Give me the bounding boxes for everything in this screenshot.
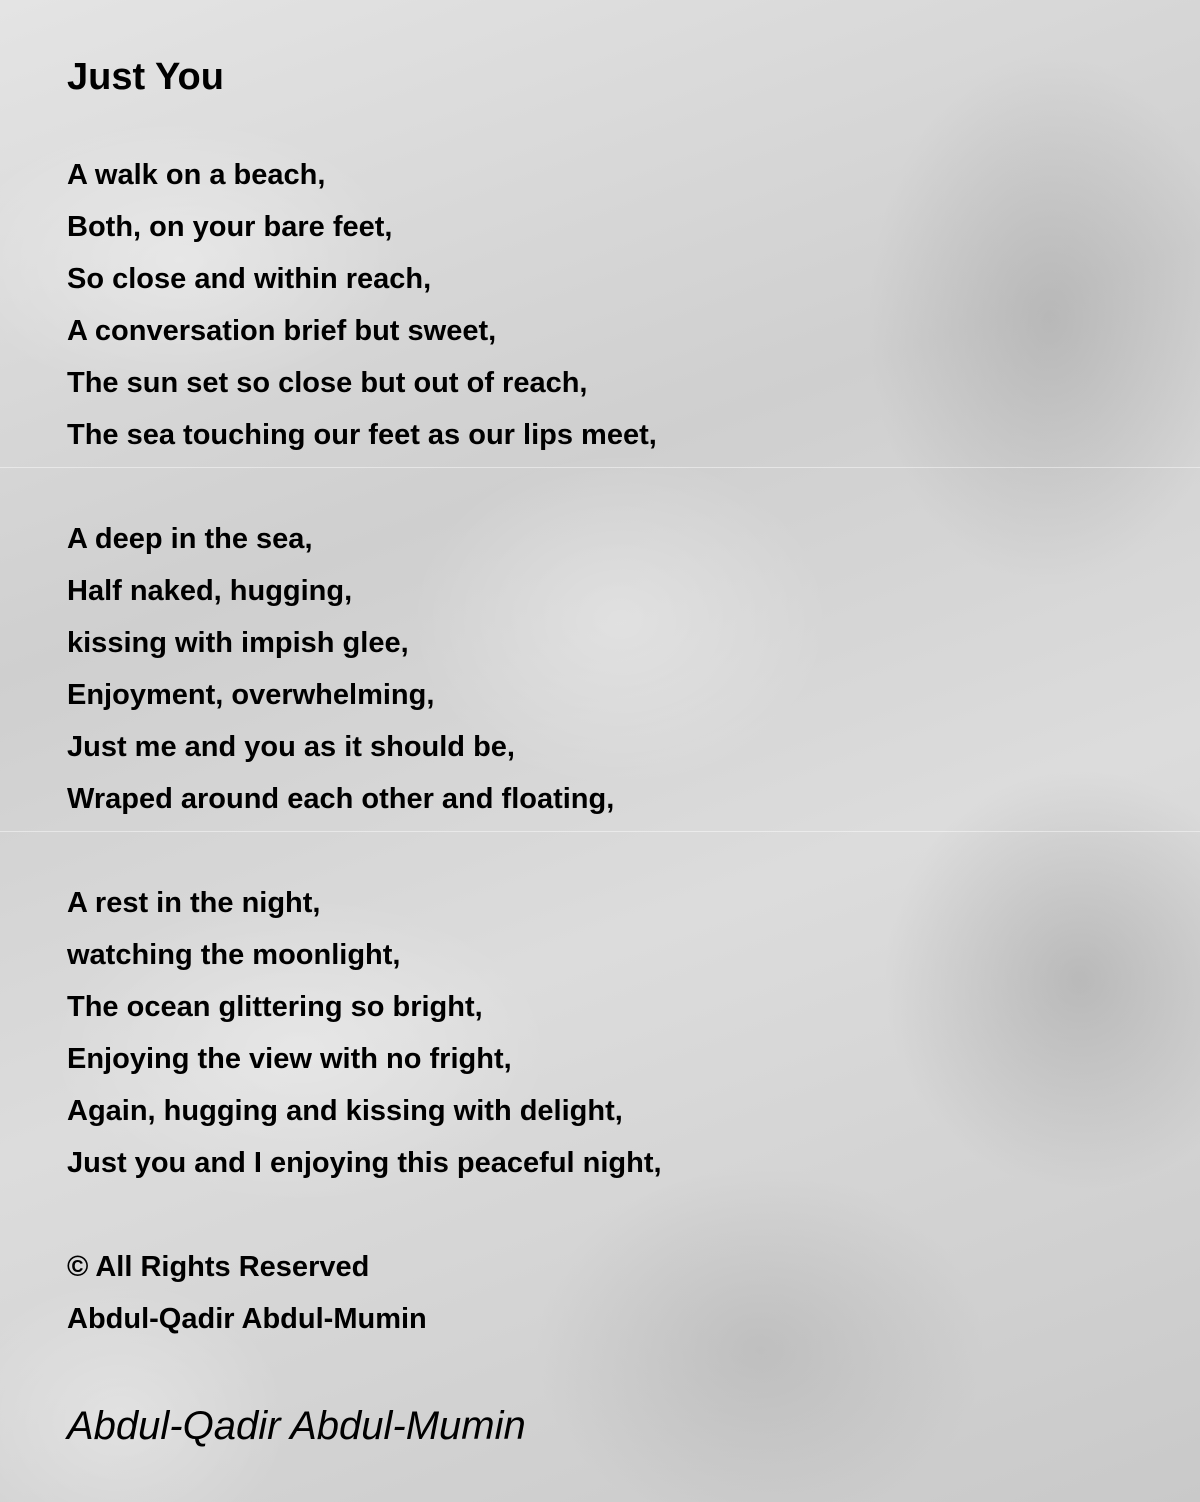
poem-line: kissing with impish glee, xyxy=(67,627,409,659)
author-signature: Abdul-Qadir Abdul-Mumin xyxy=(67,1404,526,1448)
poem-line: Just you and I enjoying this peaceful night, xyxy=(67,1147,662,1179)
poem-line: A deep in the sea, xyxy=(67,523,313,555)
poem-line: Wraped around each other and floating, xyxy=(67,783,615,815)
poem-line: A rest in the night, xyxy=(67,887,321,919)
poem-line: The sun set so close but out of reach, xyxy=(67,367,588,399)
stanza-3 xyxy=(67,877,1147,1189)
poem-line: Enjoying the view with no fright, xyxy=(67,1043,512,1075)
poem-line: Again, hugging and kissing with delight, xyxy=(67,1095,623,1127)
poem-line: Both, on your bare feet, xyxy=(67,211,393,243)
poem-line: The sea touching our feet as our lips meet, xyxy=(67,419,657,451)
poem-line: The ocean glittering so bright, xyxy=(67,991,483,1023)
rights-block xyxy=(67,1241,1147,1345)
stanza-1 xyxy=(67,149,1147,461)
background-band-divider xyxy=(0,467,1200,468)
poem-line: Half naked, hugging, xyxy=(67,575,353,607)
poem-line: A conversation brief but sweet, xyxy=(67,315,497,347)
copyright-notice: © All Rights Reserved xyxy=(67,1251,370,1283)
poem-line: Just me and you as it should be, xyxy=(67,731,515,763)
poem-line: A walk on a beach, xyxy=(67,159,326,191)
author-name: Abdul-Qadir Abdul-Mumin xyxy=(67,1303,427,1335)
background-band-divider xyxy=(0,831,1200,832)
poem-line: watching the moonlight, xyxy=(67,939,401,971)
stanza-2 xyxy=(67,513,1147,825)
poem-line: So close and within reach, xyxy=(67,263,432,295)
poem-title: Just You xyxy=(67,56,224,98)
poem-line: Enjoyment, overwhelming, xyxy=(67,679,435,711)
